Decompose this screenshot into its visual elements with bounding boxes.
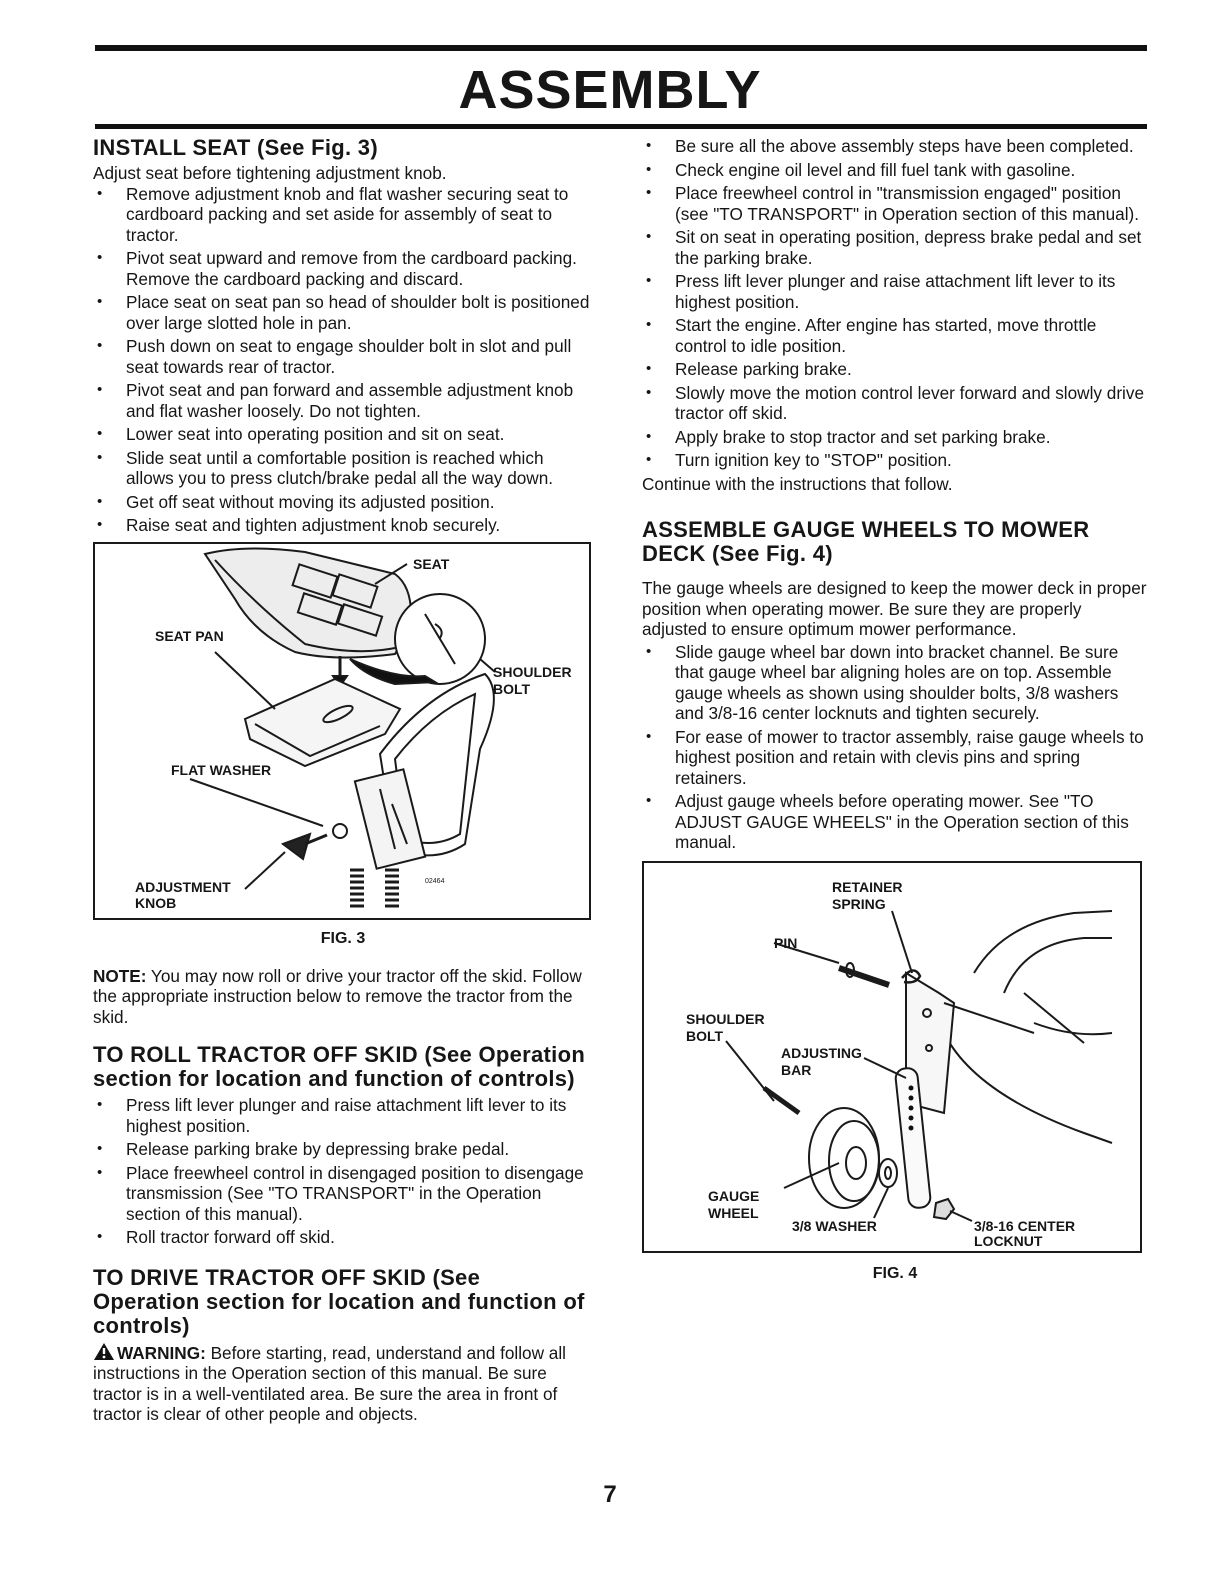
figure-3	[93, 542, 591, 920]
label-shoulder-bolt: SHOULDER	[493, 663, 572, 680]
list-item: • Remove adjustment knob and flat washer securing seat to cardboard packing and set aside for assembly of seat to tractor.	[93, 184, 593, 246]
list-item: • Apply brake to stop tractor and set parking brake.	[642, 427, 1148, 448]
list-item: • Place freewheel control in "transmission engaged" position (see "TO TRANSPORT" in Operation section of this manual).	[642, 183, 1148, 224]
list-item: • Press lift lever plunger and raise attachment lift lever to its highest position.	[93, 1095, 593, 1136]
warning-paragraph	[93, 1342, 593, 1425]
warning-icon	[93, 1342, 115, 1361]
list-item: • Release parking brake by depressing brake pedal.	[93, 1139, 593, 1160]
roll-off-steps	[93, 1095, 593, 1248]
list-item: • Sit on seat in operating position, depress brake pedal and set the parking brake.	[642, 227, 1148, 268]
list-item: • Release parking brake.	[642, 359, 1148, 380]
label-locknut: 3/8-16 CENTER	[974, 1217, 1076, 1234]
header-rule-top	[95, 45, 1147, 51]
install-seat-intro: Adjust seat before tightening adjustment knob.	[93, 163, 447, 183]
gauge-wheels-heading: ASSEMBLE GAUGE WHEELS TO MOWER DECK (See Fig. 4)	[642, 517, 1090, 566]
label-retainer-2: SPRING	[832, 895, 886, 912]
label-seat: SEAT	[413, 555, 450, 572]
header-rule-bottom	[95, 124, 1147, 129]
list-item: • Get off seat without moving its adjusted position.	[93, 492, 593, 513]
label-adjustment-knob-2: KNOB	[135, 894, 177, 911]
left-column	[93, 136, 593, 1425]
list-item: • Turn ignition key to "STOP" position.	[642, 450, 1148, 471]
list-item: • Check engine oil level and fill fuel tank with gasoline.	[642, 160, 1148, 181]
label-gauge-wheel-2: WHEEL	[708, 1204, 759, 1221]
page-number: 7	[603, 1481, 617, 1508]
label-flat-washer: FLAT WASHER	[171, 761, 272, 778]
note-text: You may now roll or drive your tractor off the skid. Follow the appropriate instruction below to remove the tractor from the skid.	[93, 965, 582, 1027]
page-title: ASSEMBLY	[458, 60, 762, 120]
list-item: • Roll tractor forward off skid.	[93, 1227, 593, 1248]
list-item: • Pivot seat upward and remove from the cardboard packing. Remove the cardboard packing and discard.	[93, 248, 593, 289]
warning-text: Before starting, read, understand and follow all instructions in the Operation section of this manual. Be sure tractor is in a well-ventilated area. Be sure the area in front of tractor is clear of other people and objects.	[93, 1342, 566, 1424]
list-item: • Slide gauge wheel bar down into bracket channel. Be sure that gauge wheel bar aligning holes are on top. Assemble gauge wheels as shown using shoulder bolts, 3/8 washers and 3/8-16 center locknuts and tighten securely.	[642, 642, 1148, 724]
label-washer: 3/8 WASHER	[792, 1217, 877, 1234]
list-item: • Push down on seat to engage shoulder bolt in slot and pull seat towards rear of tractor.	[93, 336, 593, 377]
roll-off-heading: TO ROLL TRACTOR OFF SKID (See Operation section for location and function of controls)	[93, 1042, 586, 1091]
note-label: NOTE:	[93, 965, 147, 986]
list-item: • Lower seat into operating position and sit on seat.	[93, 424, 593, 445]
gauge-wheels-steps	[642, 642, 1148, 853]
list-item: • Adjust gauge wheels before operating mower. See "TO ADJUST GAUGE WHEELS" in the Operation section of this manual.	[642, 791, 1148, 853]
label-gauge-wheel: GAUGE	[708, 1187, 760, 1204]
continue-text: Continue with the instructions that follow.	[642, 473, 953, 494]
figure-3-caption: FIG. 3	[320, 929, 366, 947]
drive-off-heading: TO DRIVE TRACTOR OFF SKID (See Operation section for location and function of controls)	[93, 1264, 585, 1338]
list-item: • Pivot seat and pan forward and assemble adjustment knob and flat washer loosely. Do not tighten.	[93, 380, 593, 421]
list-item: • Place freewheel control in disengaged position to disengage transmission (See "TO TRANSPORT" in the Operation section of this manual).	[93, 1163, 593, 1225]
label-shoulder-bolt: SHOULDER	[686, 1010, 765, 1027]
label-adjusting-bar: ADJUSTING	[781, 1044, 862, 1061]
label-retainer: RETAINER	[832, 878, 903, 895]
label-seat-pan: SEAT PAN	[155, 627, 224, 644]
list-item: • Slowly move the motion control lever forward and slowly drive tractor off skid.	[642, 383, 1148, 424]
seat-assembly-illustration	[95, 544, 589, 918]
list-item: • Slide seat until a comfortable position is reached which allows you to press clutch/brake pedal all the way down.	[93, 448, 593, 489]
list-item: • Start the engine. After engine has started, move throttle control to idle position.	[642, 315, 1148, 356]
right-column	[642, 136, 1148, 1283]
list-item: • Place seat on seat pan so head of shoulder bolt is positioned over large slotted hole in pan.	[93, 292, 593, 333]
list-item: • For ease of mower to tractor assembly, raise gauge wheels to highest position and retain with clevis pins and spring retainers.	[642, 727, 1148, 789]
part-code: 02464	[425, 877, 445, 885]
drive-off-steps	[642, 136, 1148, 471]
warning-label: WARNING:	[117, 1342, 206, 1363]
list-item: • Press lift lever plunger and raise attachment lift lever to its highest position.	[642, 271, 1148, 312]
label-shoulder-bolt-2: BOLT	[686, 1027, 724, 1044]
list-item: • Raise seat and tighten adjustment knob securely.	[93, 515, 593, 536]
list-item: • Be sure all the above assembly steps have been completed.	[642, 136, 1148, 157]
label-adjustment-knob: ADJUSTMENT	[135, 878, 231, 895]
figure-4	[642, 861, 1142, 1253]
gauge-wheels-intro: The gauge wheels are designed to keep the mower deck in proper position when operating mower. Be sure they are properly adjusted to ensure optimum mower performance.	[642, 578, 1147, 639]
label-locknut-2: LOCKNUT	[974, 1232, 1043, 1249]
figure-4-caption: FIG. 4	[872, 1264, 918, 1282]
label-adjusting-bar-2: BAR	[781, 1061, 812, 1078]
install-seat-steps	[93, 184, 593, 536]
install-seat-heading: INSTALL SEAT (See Fig. 3)	[93, 135, 378, 160]
note-paragraph	[93, 966, 593, 1028]
label-pin: PIN	[774, 934, 798, 951]
label-shoulder-bolt-2: BOLT	[493, 680, 531, 697]
